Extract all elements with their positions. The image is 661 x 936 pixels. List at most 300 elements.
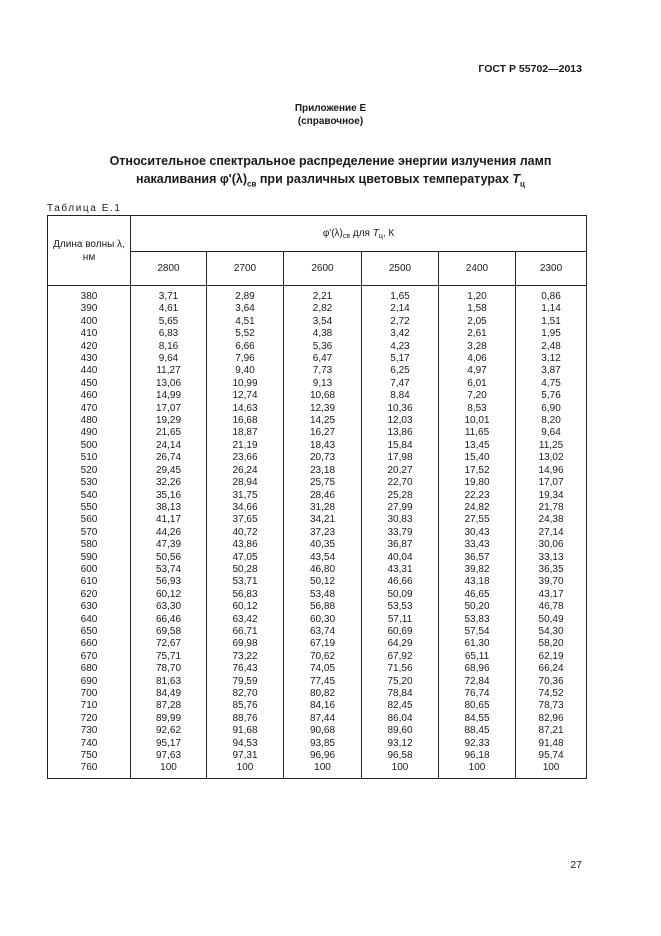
value-cell: 9,40 bbox=[207, 365, 284, 377]
value-cell: 6,66 bbox=[207, 341, 284, 353]
value-cell: 86,04 bbox=[362, 713, 439, 725]
value-cell: 56,88 bbox=[284, 601, 362, 613]
value-cell: 87,28 bbox=[131, 700, 207, 712]
value-cell: 24,82 bbox=[439, 502, 516, 514]
table-row bbox=[48, 465, 587, 477]
value-cell: 2,48 bbox=[516, 341, 587, 353]
value-cell: 89,60 bbox=[362, 725, 439, 737]
value-cell: 31,28 bbox=[284, 502, 362, 514]
value-cell: 5,65 bbox=[131, 316, 207, 328]
value-cell: 10,99 bbox=[207, 378, 284, 390]
wavelength-cell: 530 bbox=[48, 477, 131, 489]
value-cell: 53,83 bbox=[439, 614, 516, 626]
value-cell: 14,99 bbox=[131, 390, 207, 402]
value-cell: 2,72 bbox=[362, 316, 439, 328]
value-cell: 16,27 bbox=[284, 427, 362, 439]
value-cell: 25,28 bbox=[362, 490, 439, 502]
value-cell: 66,46 bbox=[131, 614, 207, 626]
table-row bbox=[48, 589, 587, 601]
value-cell: 2,05 bbox=[439, 316, 516, 328]
table-row bbox=[48, 738, 587, 750]
value-cell: 3,42 bbox=[362, 328, 439, 340]
table-row bbox=[48, 316, 587, 328]
value-cell: 33,43 bbox=[439, 539, 516, 551]
table-row bbox=[48, 626, 587, 638]
page-title bbox=[60, 152, 601, 194]
value-cell: 7,20 bbox=[439, 390, 516, 402]
wavelength-cell: 390 bbox=[48, 303, 131, 315]
value-cell: 57,54 bbox=[439, 626, 516, 638]
wavelength-cell: 600 bbox=[48, 564, 131, 576]
value-cell: 58,20 bbox=[516, 638, 587, 650]
value-cell: 11,27 bbox=[131, 365, 207, 377]
value-cell: 96,18 bbox=[439, 750, 516, 762]
value-cell: 15,40 bbox=[439, 452, 516, 464]
value-cell: 30,43 bbox=[439, 527, 516, 539]
wavelength-cell: 520 bbox=[48, 465, 131, 477]
value-cell: 10,68 bbox=[284, 390, 362, 402]
value-cell: 11,25 bbox=[516, 440, 587, 452]
value-cell: 60,12 bbox=[131, 589, 207, 601]
value-cell: 20,73 bbox=[284, 452, 362, 464]
table-row bbox=[48, 713, 587, 725]
value-cell: 56,93 bbox=[131, 576, 207, 588]
value-cell: 46,66 bbox=[362, 576, 439, 588]
value-cell: 66,24 bbox=[516, 663, 587, 675]
value-cell: 38,13 bbox=[131, 502, 207, 514]
value-cell: 27,14 bbox=[516, 527, 587, 539]
value-cell: 36,57 bbox=[439, 552, 516, 564]
value-cell: 26,24 bbox=[207, 465, 284, 477]
value-cell: 78,84 bbox=[362, 688, 439, 700]
value-cell: 21,19 bbox=[207, 440, 284, 452]
value-cell: 18,43 bbox=[284, 440, 362, 452]
value-cell: 95,17 bbox=[131, 738, 207, 750]
value-cell: 19,80 bbox=[439, 477, 516, 489]
value-cell: 84,16 bbox=[284, 700, 362, 712]
wavelength-cell: 730 bbox=[48, 725, 131, 737]
value-cell: 46,78 bbox=[516, 601, 587, 613]
value-cell: 17,07 bbox=[131, 403, 207, 415]
value-cell: 82,70 bbox=[207, 688, 284, 700]
value-cell: 10,01 bbox=[439, 415, 516, 427]
value-cell: 28,46 bbox=[284, 490, 362, 502]
value-cell: 63,42 bbox=[207, 614, 284, 626]
table-row bbox=[48, 651, 587, 663]
value-cell: 88,45 bbox=[439, 725, 516, 737]
table-row bbox=[48, 688, 587, 700]
value-cell: 100 bbox=[284, 762, 362, 778]
value-cell: 47,39 bbox=[131, 539, 207, 551]
value-cell: 6,83 bbox=[131, 328, 207, 340]
value-cell: 91,48 bbox=[516, 738, 587, 750]
table-row bbox=[48, 365, 587, 377]
table-row bbox=[48, 502, 587, 514]
value-cell: 6,90 bbox=[516, 403, 587, 415]
value-cell: 1,95 bbox=[516, 328, 587, 340]
table-row bbox=[48, 638, 587, 650]
value-cell: 27,55 bbox=[439, 514, 516, 526]
value-cell: 50,20 bbox=[439, 601, 516, 613]
value-cell: 13,06 bbox=[131, 378, 207, 390]
table-body bbox=[48, 286, 587, 779]
value-cell: 76,74 bbox=[439, 688, 516, 700]
table-row bbox=[48, 477, 587, 489]
value-cell: 82,45 bbox=[362, 700, 439, 712]
value-cell: 84,55 bbox=[439, 713, 516, 725]
value-cell: 100 bbox=[207, 762, 284, 778]
wavelength-cell: 660 bbox=[48, 638, 131, 650]
table-row bbox=[48, 390, 587, 402]
table-row bbox=[48, 725, 587, 737]
wavelength-cell: 550 bbox=[48, 502, 131, 514]
value-cell: 88,76 bbox=[207, 713, 284, 725]
value-cell: 80,65 bbox=[439, 700, 516, 712]
table-row bbox=[48, 576, 587, 588]
value-cell: 21,78 bbox=[516, 502, 587, 514]
value-cell: 24,38 bbox=[516, 514, 587, 526]
table-row bbox=[48, 378, 587, 390]
value-cell: 64,29 bbox=[362, 638, 439, 650]
column-header-phi: $\varphi'(\lambda)_{св}$ для $T_ц$, К bbox=[131, 216, 587, 252]
value-cell: 8,84 bbox=[362, 390, 439, 402]
value-cell: 67,19 bbox=[284, 638, 362, 650]
value-cell: 100 bbox=[131, 762, 207, 778]
value-cell: 29,45 bbox=[131, 465, 207, 477]
value-cell: 92,33 bbox=[439, 738, 516, 750]
value-cell: 7,96 bbox=[207, 353, 284, 365]
value-cell: 69,98 bbox=[207, 638, 284, 650]
value-cell: 19,34 bbox=[516, 490, 587, 502]
value-cell: 50,12 bbox=[284, 576, 362, 588]
value-cell: 1,65 bbox=[362, 286, 439, 304]
value-cell: 9,64 bbox=[516, 427, 587, 439]
value-cell: 12,74 bbox=[207, 390, 284, 402]
value-cell: 50,09 bbox=[362, 589, 439, 601]
value-cell: 26,74 bbox=[131, 452, 207, 464]
wavelength-cell: 760 bbox=[48, 762, 131, 778]
value-cell: 4,51 bbox=[207, 316, 284, 328]
value-cell: 23,66 bbox=[207, 452, 284, 464]
value-cell: 46,80 bbox=[284, 564, 362, 576]
value-cell: 7,73 bbox=[284, 365, 362, 377]
value-cell: 4,06 bbox=[439, 353, 516, 365]
annex-subtitle: (справочное) bbox=[297, 116, 364, 127]
table-row bbox=[48, 614, 587, 626]
value-cell: 30,06 bbox=[516, 539, 587, 551]
value-cell: 90,68 bbox=[284, 725, 362, 737]
value-cell: 11,65 bbox=[439, 427, 516, 439]
value-cell: 71,56 bbox=[362, 663, 439, 675]
value-cell: 28,94 bbox=[207, 477, 284, 489]
value-cell: 60,69 bbox=[362, 626, 439, 638]
value-cell: 60,12 bbox=[207, 601, 284, 613]
table-row bbox=[48, 676, 587, 688]
wavelength-cell: 610 bbox=[48, 576, 131, 588]
table-row bbox=[48, 341, 587, 353]
value-cell: 57,11 bbox=[362, 614, 439, 626]
value-cell: 36,87 bbox=[362, 539, 439, 551]
value-cell: 39,82 bbox=[439, 564, 516, 576]
value-cell: 2,14 bbox=[362, 303, 439, 315]
table-row bbox=[48, 663, 587, 675]
table-row bbox=[48, 490, 587, 502]
value-cell: 97,31 bbox=[207, 750, 284, 762]
value-cell: 12,03 bbox=[362, 415, 439, 427]
value-cell: 41,17 bbox=[131, 514, 207, 526]
wavelength-cell: 400 bbox=[48, 316, 131, 328]
wavelength-cell: 650 bbox=[48, 626, 131, 638]
value-cell: 96,58 bbox=[362, 750, 439, 762]
value-cell: 27,99 bbox=[362, 502, 439, 514]
value-cell: 93,85 bbox=[284, 738, 362, 750]
value-cell: 4,61 bbox=[131, 303, 207, 315]
wavelength-cell: 420 bbox=[48, 341, 131, 353]
value-cell: 10,36 bbox=[362, 403, 439, 415]
value-cell: 75,71 bbox=[131, 651, 207, 663]
value-cell: 46,65 bbox=[439, 589, 516, 601]
table-row bbox=[48, 601, 587, 613]
column-header-temperature: 2400 bbox=[439, 252, 516, 286]
value-cell: 63,74 bbox=[284, 626, 362, 638]
value-cell: 5,76 bbox=[516, 390, 587, 402]
value-cell: 12,39 bbox=[284, 403, 362, 415]
value-cell: 53,71 bbox=[207, 576, 284, 588]
spectral-data-table bbox=[47, 215, 587, 779]
value-cell: 100 bbox=[439, 762, 516, 778]
value-cell: 32,26 bbox=[131, 477, 207, 489]
table-row bbox=[48, 762, 587, 778]
annex-title: Приложение Е bbox=[294, 103, 367, 114]
value-cell: 14,63 bbox=[207, 403, 284, 415]
value-cell: 33,13 bbox=[516, 552, 587, 564]
wavelength-cell: 480 bbox=[48, 415, 131, 427]
value-cell: 5,36 bbox=[284, 341, 362, 353]
value-cell: 61,30 bbox=[439, 638, 516, 650]
value-cell: 4,38 bbox=[284, 328, 362, 340]
value-cell: 8,20 bbox=[516, 415, 587, 427]
value-cell: 78,73 bbox=[516, 700, 587, 712]
table-row bbox=[48, 750, 587, 762]
wavelength-cell: 490 bbox=[48, 427, 131, 439]
value-cell: 63,30 bbox=[131, 601, 207, 613]
table-row bbox=[48, 452, 587, 464]
value-cell: 17,07 bbox=[516, 477, 587, 489]
value-cell: 74,52 bbox=[516, 688, 587, 700]
value-cell: 78,70 bbox=[131, 663, 207, 675]
column-header-temperature: 2700 bbox=[207, 252, 284, 286]
value-cell: 6,01 bbox=[439, 378, 516, 390]
value-cell: 43,86 bbox=[207, 539, 284, 551]
value-cell: 5,17 bbox=[362, 353, 439, 365]
table-row bbox=[48, 353, 587, 365]
value-cell: 53,74 bbox=[131, 564, 207, 576]
value-cell: 96,96 bbox=[284, 750, 362, 762]
value-cell: 2,89 bbox=[207, 286, 284, 304]
value-cell: 36,35 bbox=[516, 564, 587, 576]
wavelength-cell: 540 bbox=[48, 490, 131, 502]
value-cell: 60,30 bbox=[284, 614, 362, 626]
table-row bbox=[48, 303, 587, 315]
value-cell: 74,05 bbox=[284, 663, 362, 675]
value-cell: 31,75 bbox=[207, 490, 284, 502]
value-cell: 84,49 bbox=[131, 688, 207, 700]
column-header-temperature: 2500 bbox=[362, 252, 439, 286]
table-row bbox=[48, 564, 587, 576]
wavelength-cell: 720 bbox=[48, 713, 131, 725]
value-cell: 54,30 bbox=[516, 626, 587, 638]
value-cell: 73,22 bbox=[207, 651, 284, 663]
value-cell: 91,68 bbox=[207, 725, 284, 737]
value-cell: 3,87 bbox=[516, 365, 587, 377]
value-cell: 89,99 bbox=[131, 713, 207, 725]
value-cell: 3,28 bbox=[439, 341, 516, 353]
value-cell: 9,64 bbox=[131, 353, 207, 365]
value-cell: 72,84 bbox=[439, 676, 516, 688]
value-cell: 65,11 bbox=[439, 651, 516, 663]
value-cell: 79,59 bbox=[207, 676, 284, 688]
value-cell: 16,68 bbox=[207, 415, 284, 427]
value-cell: 4,75 bbox=[516, 378, 587, 390]
wavelength-cell: 680 bbox=[48, 663, 131, 675]
value-cell: 19,29 bbox=[131, 415, 207, 427]
value-cell: 43,17 bbox=[516, 589, 587, 601]
value-cell: 6,25 bbox=[362, 365, 439, 377]
value-cell: 93,12 bbox=[362, 738, 439, 750]
value-cell: 7,47 bbox=[362, 378, 439, 390]
value-cell: 92,62 bbox=[131, 725, 207, 737]
value-cell: 70,36 bbox=[516, 676, 587, 688]
value-cell: 22,23 bbox=[439, 490, 516, 502]
value-cell: 8,16 bbox=[131, 341, 207, 353]
value-cell: 3,54 bbox=[284, 316, 362, 328]
table-row bbox=[48, 700, 587, 712]
value-cell: 20,27 bbox=[362, 465, 439, 477]
value-cell: 76,43 bbox=[207, 663, 284, 675]
column-header-temperature: 2600 bbox=[284, 252, 362, 286]
table-row bbox=[48, 427, 587, 439]
value-cell: 94,53 bbox=[207, 738, 284, 750]
value-cell: 69,58 bbox=[131, 626, 207, 638]
value-cell: 37,23 bbox=[284, 527, 362, 539]
column-header-temperature: 2300 bbox=[516, 252, 587, 286]
value-cell: 80,82 bbox=[284, 688, 362, 700]
value-cell: 95,74 bbox=[516, 750, 587, 762]
wavelength-cell: 410 bbox=[48, 328, 131, 340]
value-cell: 75,20 bbox=[362, 676, 439, 688]
value-cell: 100 bbox=[516, 762, 587, 778]
table-row bbox=[48, 539, 587, 551]
value-cell: 4,97 bbox=[439, 365, 516, 377]
wavelength-cell: 440 bbox=[48, 365, 131, 377]
table-row bbox=[48, 552, 587, 564]
table-row bbox=[48, 403, 587, 415]
value-cell: 3,64 bbox=[207, 303, 284, 315]
wavelength-cell: 690 bbox=[48, 676, 131, 688]
value-cell: 81,63 bbox=[131, 676, 207, 688]
table-row bbox=[48, 415, 587, 427]
value-cell: 4,23 bbox=[362, 341, 439, 353]
wavelength-cell: 460 bbox=[48, 390, 131, 402]
value-cell: 2,21 bbox=[284, 286, 362, 304]
wavelength-cell: 470 bbox=[48, 403, 131, 415]
value-cell: 87,21 bbox=[516, 725, 587, 737]
value-cell: 33,79 bbox=[362, 527, 439, 539]
table-row bbox=[48, 440, 587, 452]
wavelength-cell: 380 bbox=[48, 286, 131, 304]
value-cell: 1,58 bbox=[439, 303, 516, 315]
annex-heading bbox=[0, 102, 661, 128]
value-cell: 14,96 bbox=[516, 465, 587, 477]
value-cell: 24,14 bbox=[131, 440, 207, 452]
table-row bbox=[48, 514, 587, 526]
value-cell: 2,82 bbox=[284, 303, 362, 315]
value-cell: 1,51 bbox=[516, 316, 587, 328]
value-cell: 22,70 bbox=[362, 477, 439, 489]
wavelength-cell: 510 bbox=[48, 452, 131, 464]
wavelength-cell: 630 bbox=[48, 601, 131, 613]
value-cell: 5,52 bbox=[207, 328, 284, 340]
value-cell: 34,21 bbox=[284, 514, 362, 526]
value-cell: 13,86 bbox=[362, 427, 439, 439]
value-cell: 67,92 bbox=[362, 651, 439, 663]
value-cell: 85,76 bbox=[207, 700, 284, 712]
value-cell: 17,98 bbox=[362, 452, 439, 464]
wavelength-cell: 700 bbox=[48, 688, 131, 700]
wavelength-cell: 640 bbox=[48, 614, 131, 626]
value-cell: 62,19 bbox=[516, 651, 587, 663]
value-cell: 13,45 bbox=[439, 440, 516, 452]
value-cell: 14,25 bbox=[284, 415, 362, 427]
table-row bbox=[48, 527, 587, 539]
value-cell: 77,45 bbox=[284, 676, 362, 688]
value-cell: 39,70 bbox=[516, 576, 587, 588]
value-cell: 1,14 bbox=[516, 303, 587, 315]
wavelength-cell: 570 bbox=[48, 527, 131, 539]
wavelength-cell: 500 bbox=[48, 440, 131, 452]
value-cell: 34,66 bbox=[207, 502, 284, 514]
value-cell: 17,52 bbox=[439, 465, 516, 477]
value-cell: 100 bbox=[362, 762, 439, 778]
value-cell: 43,31 bbox=[362, 564, 439, 576]
wavelength-cell: 560 bbox=[48, 514, 131, 526]
value-cell: 82,96 bbox=[516, 713, 587, 725]
value-cell: 97,63 bbox=[131, 750, 207, 762]
wavelength-cell: 670 bbox=[48, 651, 131, 663]
wavelength-cell: 450 bbox=[48, 378, 131, 390]
value-cell: 44,26 bbox=[131, 527, 207, 539]
value-cell: 35,16 bbox=[131, 490, 207, 502]
value-cell: 13,02 bbox=[516, 452, 587, 464]
value-cell: 6,47 bbox=[284, 353, 362, 365]
value-cell: 23,18 bbox=[284, 465, 362, 477]
value-cell: 3,71 bbox=[131, 286, 207, 304]
value-cell: 25,75 bbox=[284, 477, 362, 489]
value-cell: 43,18 bbox=[439, 576, 516, 588]
value-cell: 30,83 bbox=[362, 514, 439, 526]
value-cell: 50,49 bbox=[516, 614, 587, 626]
value-cell: 3,12 bbox=[516, 353, 587, 365]
value-cell: 43,54 bbox=[284, 552, 362, 564]
title-line-1: Относительное спектральное распределение энергии излучения ламп bbox=[109, 154, 552, 168]
page-number: 27 bbox=[570, 859, 582, 871]
wavelength-cell: 590 bbox=[48, 552, 131, 564]
value-cell: 8,53 bbox=[439, 403, 516, 415]
value-cell: 68,96 bbox=[439, 663, 516, 675]
value-cell: 2,61 bbox=[439, 328, 516, 340]
value-cell: 70,62 bbox=[284, 651, 362, 663]
value-cell: 47,05 bbox=[207, 552, 284, 564]
